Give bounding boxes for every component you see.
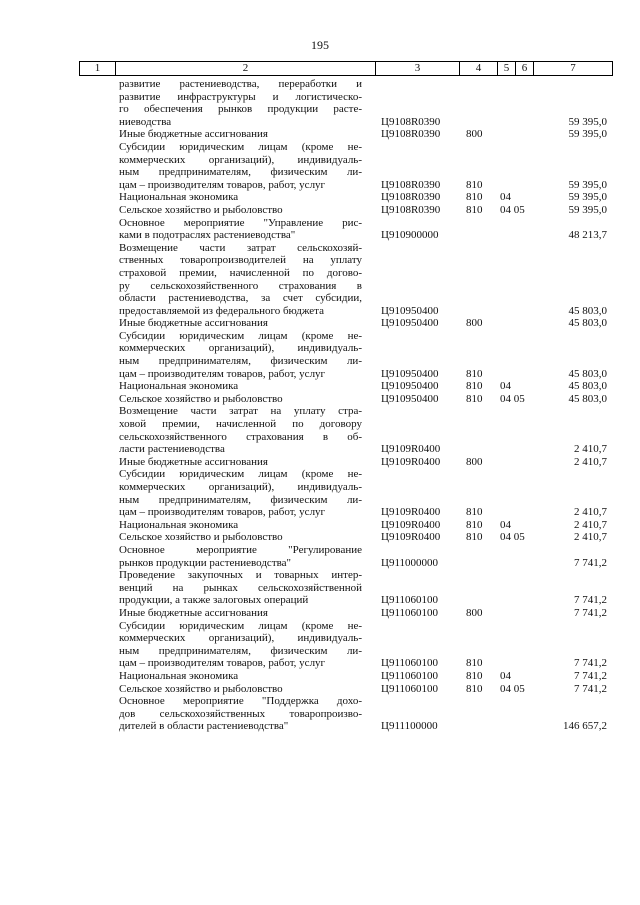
description-line: цам – производителям товаров, работ, услуг xyxy=(119,178,326,191)
expense-type-code: 810 xyxy=(466,178,483,191)
table-row xyxy=(0,380,640,393)
amount: 45 803,0 xyxy=(568,317,607,330)
description-line: ным предпринимателям, физическим ли- xyxy=(119,644,362,657)
description-line: ным предпринимателям, физическим ли- xyxy=(119,166,362,179)
expense-type-code: 800 xyxy=(466,128,483,141)
description-line: Иные бюджетные ассигнования xyxy=(119,455,268,468)
amount: 48 213,7 xyxy=(568,229,607,242)
description-line: коммерческих организаций), индивидуаль- xyxy=(119,481,362,493)
expense-type-code: 800 xyxy=(466,455,483,468)
column-header-7: 7 xyxy=(570,62,576,74)
description-line: развитие растениеводства, переработки и xyxy=(119,78,362,90)
row-description xyxy=(119,330,362,380)
section-code: 04 05 xyxy=(500,203,525,216)
target-article-code: Ц9109R0400 xyxy=(381,455,441,468)
description-line: цам – производителям товаров, работ, услуг xyxy=(119,367,326,380)
amount: 45 803,0 xyxy=(568,380,607,393)
target-article-code: Ц911060100 xyxy=(381,657,439,670)
table-row xyxy=(0,393,640,406)
description-line: Субсидии юридическим лицам (кроме не- xyxy=(119,468,362,481)
description-line: ками в подотраслях растениеводства" xyxy=(119,229,296,242)
expense-type-code: 810 xyxy=(466,669,483,682)
description-line: Субсидии юридическим лицам (кроме не- xyxy=(119,329,362,342)
row-description xyxy=(119,204,362,217)
description-line: продукции, а также залоговых операций xyxy=(119,594,309,607)
table-row xyxy=(0,78,640,128)
amount: 2 410,7 xyxy=(574,518,607,531)
description-line: ным предпринимателям, физическим ли- xyxy=(119,355,362,368)
target-article-code: Ц9109R0400 xyxy=(381,506,441,519)
table-row xyxy=(0,695,640,733)
description-line: цам – производителям товаров, работ, услуг xyxy=(119,657,326,670)
row-description xyxy=(119,456,362,469)
description-line: Иные бюджетные ассигнования xyxy=(119,606,268,619)
row-description xyxy=(119,242,362,318)
target-article-code: Ц910950400 xyxy=(381,392,439,405)
table-row xyxy=(0,128,640,141)
row-description xyxy=(119,531,362,544)
amount: 59 395,0 xyxy=(568,115,607,128)
row-description xyxy=(119,380,362,393)
amount: 7 741,2 xyxy=(574,594,607,607)
expense-type-code: 810 xyxy=(466,203,483,216)
target-article-code: Ц910950400 xyxy=(381,317,439,330)
table-row xyxy=(0,531,640,544)
table-row xyxy=(0,544,640,569)
table-row xyxy=(0,317,640,330)
row-description xyxy=(119,468,362,518)
amount: 2 410,7 xyxy=(574,455,607,468)
target-article-code: Ц911100000 xyxy=(381,720,438,733)
description-line: коммерческих организаций), индивидуаль- xyxy=(119,153,362,166)
amount: 59 395,0 xyxy=(568,191,607,204)
row-description xyxy=(119,78,362,128)
amount: 45 803,0 xyxy=(568,392,607,405)
column-header-5: 5 xyxy=(498,62,516,75)
description-line: венций на рынках сельскохозяйственной xyxy=(119,581,362,594)
row-description xyxy=(119,141,362,191)
description-line: коммерческих организаций), индивидуаль- xyxy=(119,632,362,645)
section-code: 04 05 xyxy=(500,392,525,405)
table-row xyxy=(0,670,640,683)
row-description xyxy=(119,683,362,696)
expense-type-code: 810 xyxy=(466,657,483,670)
target-article-code: Ц9108R0390 xyxy=(381,203,441,216)
amount: 2 410,7 xyxy=(574,506,607,519)
column-header-4: 4 xyxy=(460,62,498,75)
target-article-code: Ц9108R0390 xyxy=(381,178,441,191)
description-line: Возмещение части затрат сельскохозяй- xyxy=(119,241,362,254)
table-row xyxy=(0,204,640,217)
expense-type-code: 810 xyxy=(466,518,483,531)
expense-type-code: 800 xyxy=(466,606,483,619)
description-line: дителей в области растениеводства" xyxy=(119,720,289,733)
table-row xyxy=(0,456,640,469)
target-article-code: Ц9108R0390 xyxy=(381,191,441,204)
table-row xyxy=(0,519,640,532)
amount: 59 395,0 xyxy=(568,203,607,216)
column-header-3: 3 xyxy=(376,62,460,75)
description-line: ниеводства xyxy=(119,115,172,128)
row-description xyxy=(119,393,362,406)
description-line: Национальная экономика xyxy=(119,380,239,393)
budget-table-body xyxy=(0,78,640,733)
table-header xyxy=(79,61,613,76)
target-article-code: Ц910950400 xyxy=(381,380,439,393)
table-row xyxy=(0,330,640,380)
amount: 2 410,7 xyxy=(574,443,607,456)
target-article-code: Ц9108R0390 xyxy=(381,128,441,141)
target-article-code: Ц9108R0390 xyxy=(381,115,441,128)
amount: 7 741,2 xyxy=(574,606,607,619)
expense-type-code: 810 xyxy=(466,367,483,380)
target-article-code: Ц911060100 xyxy=(381,594,439,607)
target-article-code: Ц9109R0400 xyxy=(381,443,441,456)
target-article-code: Ц910950400 xyxy=(381,304,439,317)
expense-type-code: 810 xyxy=(466,380,483,393)
section-code: 04 05 xyxy=(500,682,525,695)
description-line: Субсидии юридическим лицам (кроме не- xyxy=(119,619,362,632)
target-article-code: Ц911000000 xyxy=(381,556,439,569)
section-code: 04 xyxy=(500,380,511,393)
description-line: Основное мероприятие "Регулирование xyxy=(119,543,362,556)
column-header-1: 1 xyxy=(80,62,116,75)
description-line: го обеспечения рынков продукции расте- xyxy=(119,103,362,116)
table-row xyxy=(0,242,640,318)
expense-type-code: 810 xyxy=(466,191,483,204)
table-row xyxy=(0,141,640,191)
description-line: ховой премии, начисленной по договору xyxy=(119,418,362,431)
target-article-code: Ц9109R0400 xyxy=(381,518,441,531)
table-row xyxy=(0,620,640,670)
description-line: коммерческих организаций), индивидуаль- xyxy=(119,342,362,355)
section-code: 04 xyxy=(500,518,511,531)
description-line: ным предпринимателям, физическим ли- xyxy=(119,493,362,506)
description-line: сельскохозяйственного страхования в об- xyxy=(119,430,362,443)
amount: 7 741,2 xyxy=(574,682,607,695)
row-description xyxy=(119,544,362,569)
amount: 45 803,0 xyxy=(568,367,607,380)
description-line: Проведение закупочных и товарных интер- xyxy=(119,569,362,582)
table-row xyxy=(0,569,640,607)
description-line: Сельское хозяйство и рыболовство xyxy=(119,531,283,544)
description-line: ственных товаропроизводителей на уплату xyxy=(119,254,362,267)
expense-type-code: 800 xyxy=(466,317,483,330)
description-line: Национальная экономика xyxy=(119,669,239,682)
row-description xyxy=(119,191,362,204)
description-line: Возмещение части затрат на уплату стра- xyxy=(119,405,362,418)
target-article-code: Ц911060100 xyxy=(381,682,439,695)
row-description xyxy=(119,519,362,532)
description-line: области растениеводства, за счет субсидии, xyxy=(119,292,362,305)
expense-type-code: 810 xyxy=(466,682,483,695)
page-number: 195 xyxy=(311,38,329,52)
row-description xyxy=(119,607,362,620)
table-row xyxy=(0,405,640,455)
amount: 7 741,2 xyxy=(574,556,607,569)
description-line: рынков продукции растениеводства" xyxy=(119,556,292,569)
description-line: ру сельскохозяйственного страхования в xyxy=(119,279,362,292)
target-article-code: Ц911060100 xyxy=(381,606,439,619)
amount: 45 803,0 xyxy=(568,304,607,317)
section-code: 04 xyxy=(500,669,511,682)
description-line: Основное мероприятие "Управление рис- xyxy=(119,216,362,229)
table-row xyxy=(0,683,640,696)
description-line: Иные бюджетные ассигнования xyxy=(119,128,268,141)
row-description xyxy=(119,128,362,141)
description-line: Иные бюджетные ассигнования xyxy=(119,317,268,330)
table-row xyxy=(0,217,640,242)
description-line: Основное мероприятие "Поддержка дохо- xyxy=(119,695,362,708)
table-row xyxy=(0,468,640,518)
description-line: ласти растениеводства xyxy=(119,443,225,456)
target-article-code: Ц911060100 xyxy=(381,669,439,682)
row-description xyxy=(119,217,362,242)
row-description xyxy=(119,695,362,733)
description-line: цам – производителям товаров, работ, услуг xyxy=(119,506,326,519)
expense-type-code: 810 xyxy=(466,531,483,544)
description-line: Сельское хозяйство и рыболовство xyxy=(119,392,283,405)
column-header-2: 2 xyxy=(116,62,376,75)
row-description xyxy=(119,317,362,330)
description-line: Национальная экономика xyxy=(119,518,239,531)
table-row xyxy=(0,607,640,620)
description-line: предоставляемой из федерального бюджета xyxy=(119,304,324,317)
column-header-6: 6 xyxy=(516,62,534,75)
description-line: Субсидии юридическим лицам (кроме не- xyxy=(119,140,362,153)
row-description xyxy=(119,670,362,683)
amount: 7 741,2 xyxy=(574,669,607,682)
expense-type-code: 810 xyxy=(466,392,483,405)
description-line: страховой премии, начисленной по догово- xyxy=(119,266,362,279)
table-row xyxy=(0,191,640,204)
description-line: дов сельскохозяйственных товаропроизво- xyxy=(119,707,362,720)
description-line: Национальная экономика xyxy=(119,191,239,204)
description-line: Сельское хозяйство и рыболовство xyxy=(119,682,283,695)
section-code: 04 05 xyxy=(500,531,525,544)
description-line: Сельское хозяйство и рыболовство xyxy=(119,203,283,216)
target-article-code: Ц910950400 xyxy=(381,367,439,380)
row-description xyxy=(119,569,362,607)
row-description xyxy=(119,405,362,455)
target-article-code: Ц9109R0400 xyxy=(381,531,441,544)
amount: 2 410,7 xyxy=(574,531,607,544)
expense-type-code: 810 xyxy=(466,506,483,519)
description-line: развитие инфраструктуры и логистическо- xyxy=(119,90,362,103)
target-article-code: Ц910900000 xyxy=(381,229,439,242)
amount: 7 741,2 xyxy=(574,657,607,670)
amount: 146 657,2 xyxy=(563,720,607,733)
section-code: 04 xyxy=(500,191,511,204)
amount: 59 395,0 xyxy=(568,128,607,141)
row-description xyxy=(119,620,362,670)
amount: 59 395,0 xyxy=(568,178,607,191)
